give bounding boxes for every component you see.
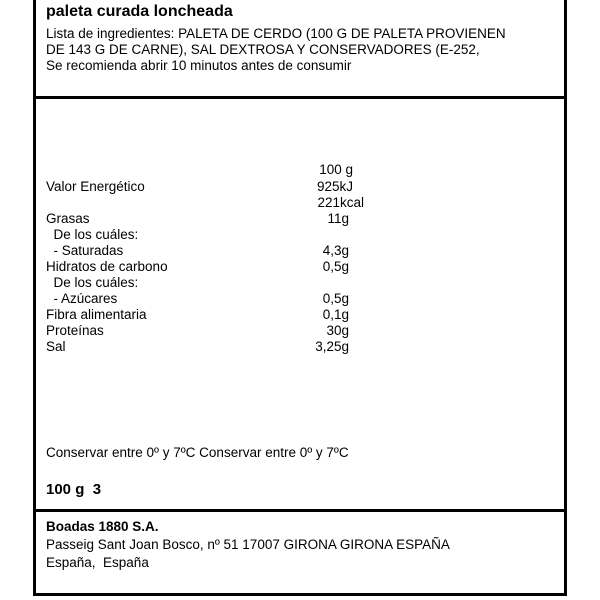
nutrition-row-label: - Azúcares [46,291,118,306]
company-name: Boadas 1880 S.A. [46,519,159,534]
ingredients-line-1: Lista de ingredientes: PALETA DE CERDO (100 G DE PALETA PROVIENEN [46,26,506,41]
nutrition-row-label: Valor Energético [46,179,145,194]
nutrition-row-label: De los cuáles: [46,227,139,242]
nutrition-row-label: Grasas [46,211,90,226]
nutrition-row-value: 0,5g [322,291,349,306]
product-title: paleta curada loncheada [46,3,233,20]
nutrition-row-label: - Saturadas [46,243,124,258]
nutrition-row-label: De los cuáles: [46,275,139,290]
nutrition-row-value: 30g [326,323,349,338]
recommendation-text: Se recomienda abrir 10 minutos antes de consumir [46,58,352,73]
storage-text: Conservar entre 0º y 7ºC Conservar entre 0º y 7ºC [46,445,349,460]
company-address: Passeig Sant Joan Bosco, nº 51 17007 GIRONA GIRONA ESPAÑA [46,537,450,552]
section-divider [33,96,567,99]
nutrition-row-value: 0,1g [322,307,349,322]
nutrition-row-label: Sal [46,339,66,354]
nutrition-row-label: Proteínas [46,323,104,338]
nutrition-row-value: 3,25g [315,339,349,354]
company-country: España, España [46,555,149,570]
nutrition-row-value: 221kcal [317,195,364,210]
section-divider [33,509,567,512]
nutrition-row-value: 11g [327,211,349,226]
ingredients-line-2: DE 143 G DE CARNE), SAL DEXTROSA Y CONSERVADORES (E-252, [46,42,480,57]
nutrition-row-value: 925kJ [316,179,353,194]
nutrition-row-label: Fibra alimentaria [46,307,147,322]
nutrition-row-label: Hidratos de carbono [46,259,168,274]
nutrition-per-label: 100 g [319,162,353,177]
nutrition-row-value: 4,3g [322,243,349,258]
nutrition-row-value: 0,5g [322,259,349,274]
quantity-text: 100 g 3 [46,481,102,498]
